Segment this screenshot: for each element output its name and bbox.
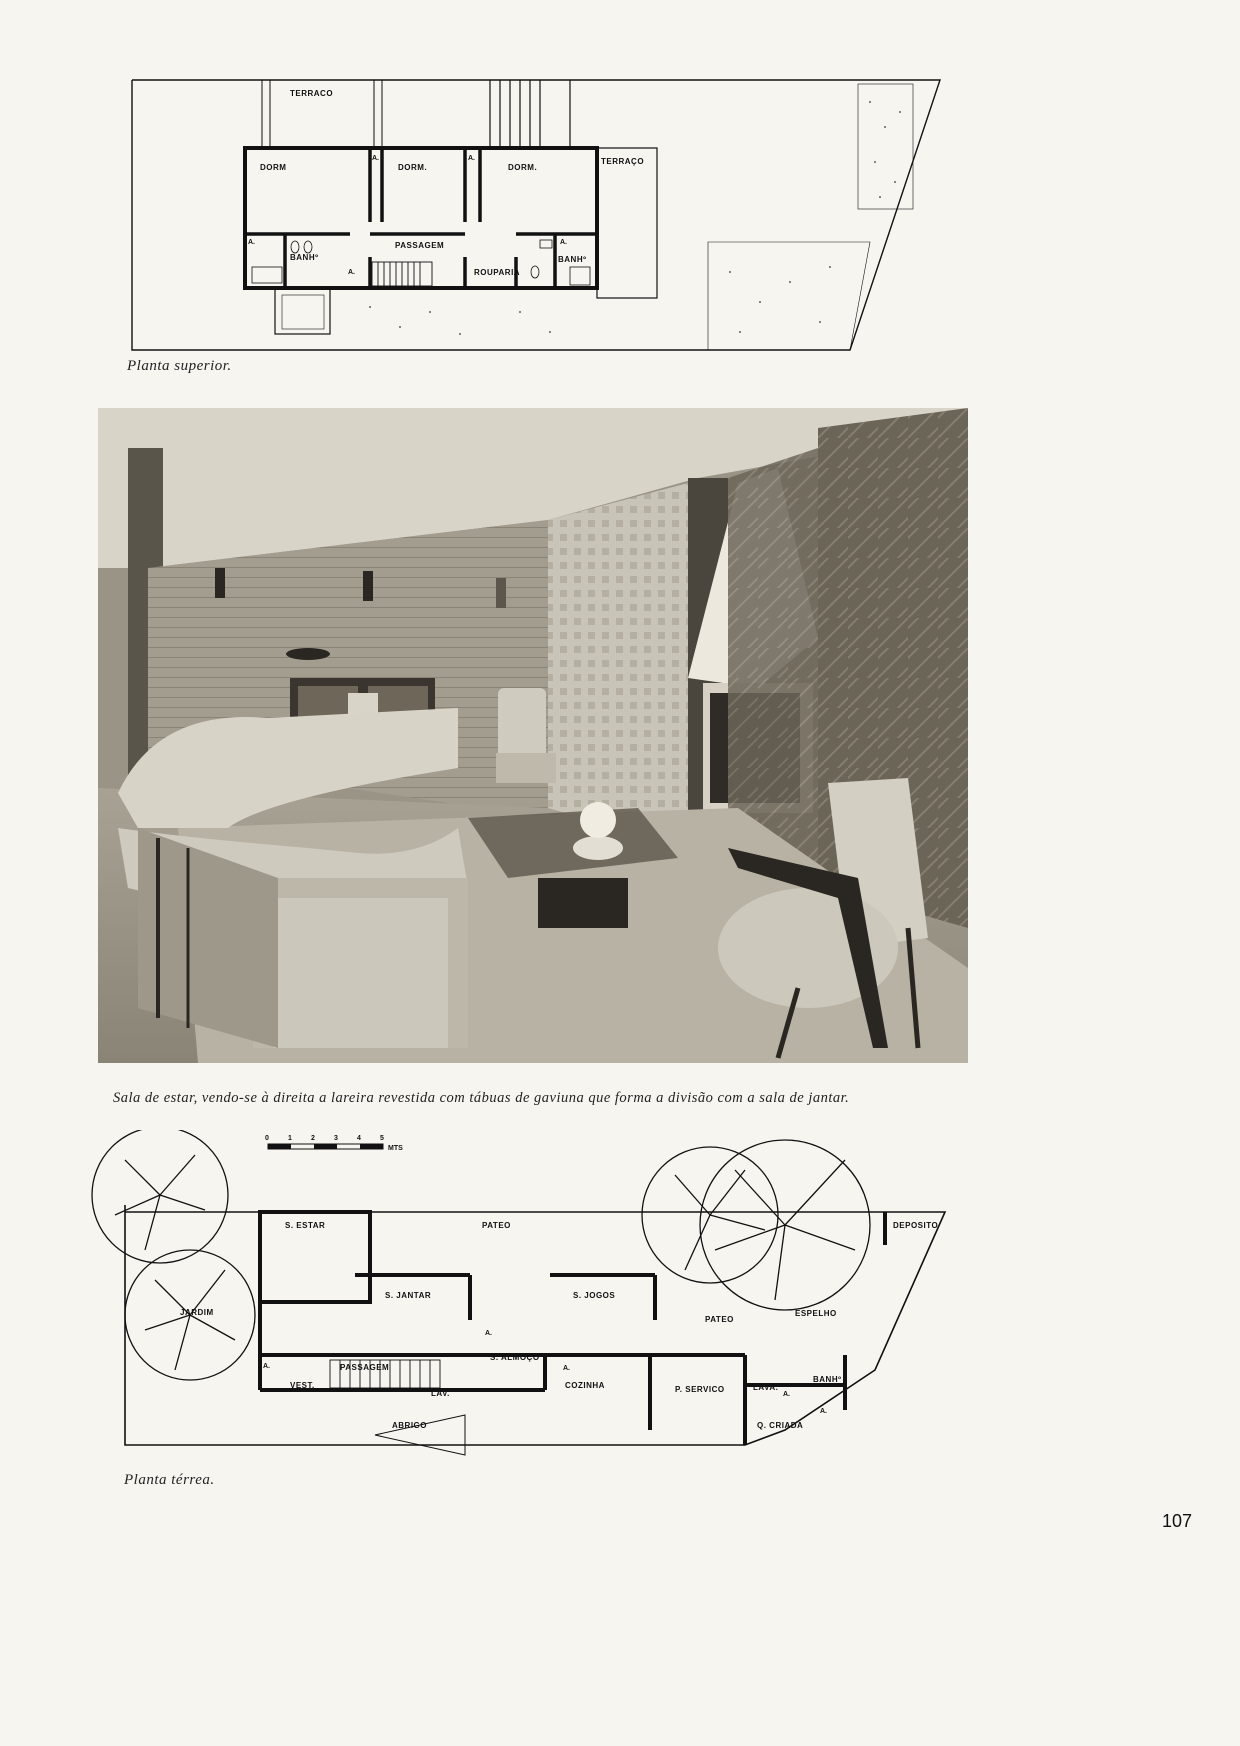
label-terraco-right: TERRAÇO [601,157,645,166]
label-s-almoco: S. ALMOÇO [490,1353,540,1362]
label-cozinha: COZINHA [565,1381,605,1390]
upper-floor-plan [130,72,950,362]
label-a-3: A. [563,1365,570,1372]
page-number: 107 [1162,1511,1193,1531]
scale-tick-1: 1 [288,1135,292,1142]
label-q-criada: Q. CRIADA [757,1421,804,1430]
label-a-3: A. [248,239,255,246]
label-a-2: A. [263,1363,270,1370]
tree-right-1 [642,1147,778,1283]
label-banho-1: BANHº [290,253,319,262]
label-dorm-2: DORM. [398,163,428,172]
label-banho: BANHº [813,1375,842,1384]
label-jardim: JARDIM [180,1308,214,1317]
label-a-4: A. [783,1391,790,1398]
label-dorm-1: DORM [260,163,287,172]
label-vest: VEST. [290,1381,315,1390]
label-s-jantar: S. JANTAR [385,1291,432,1300]
label-banho-2: BANHº [558,255,587,264]
label-dorm-3: DORM. [508,163,538,172]
label-a-5: A. [820,1408,827,1415]
label-pateo-1: PATEO [482,1221,511,1230]
scale-tick-3: 3 [334,1135,338,1142]
scale-bar [265,1135,403,1152]
label-deposito: DEPOSITO [893,1221,939,1230]
label-lav: LAV. [431,1389,450,1398]
label-a-1: A. [372,155,379,162]
label-rouparia: ROUPARIA [474,268,521,277]
label-pateo-2: PATEO [705,1315,734,1324]
label-lava: LAVA. [753,1383,779,1392]
label-espelho: ESPELHO [795,1309,837,1318]
label-a-2: A. [468,155,475,162]
label-passagem: PASSAGEM [340,1363,390,1372]
label-a-1: A. [485,1330,492,1337]
tree-right-2 [700,1140,870,1310]
ground-floor-plan [85,1130,965,1465]
label-abrigo: ABRIGO [392,1421,427,1430]
living-room-photo [98,408,968,1063]
photo-caption: Sala de estar, vendo-se à direita a lareira revestida com tábuas de gaviuna que forma a divisão com a sala de jantar. [113,1090,850,1106]
scale-tick-0: 0 [265,1135,269,1142]
label-s-estar: S. ESTAR [285,1221,326,1230]
label-a-5: A. [560,239,567,246]
scale-tick-4: 4 [357,1135,361,1142]
tree-top-left [92,1130,228,1263]
label-a-4: A. [348,269,355,276]
label-passagem: PASSAGEM [395,241,445,250]
label-s-jogos: S. JOGOS [573,1291,616,1300]
upper-plan-caption: Planta superior. [127,358,232,374]
scale-tick-5: 5 [380,1135,384,1142]
scale-unit: MTS [388,1145,403,1152]
label-p-servico: P. SERVICO [675,1385,725,1394]
label-terraco-top: TERRACO [290,89,334,98]
ground-plan-caption: Planta térrea. [124,1472,215,1488]
scale-tick-2: 2 [311,1135,315,1142]
